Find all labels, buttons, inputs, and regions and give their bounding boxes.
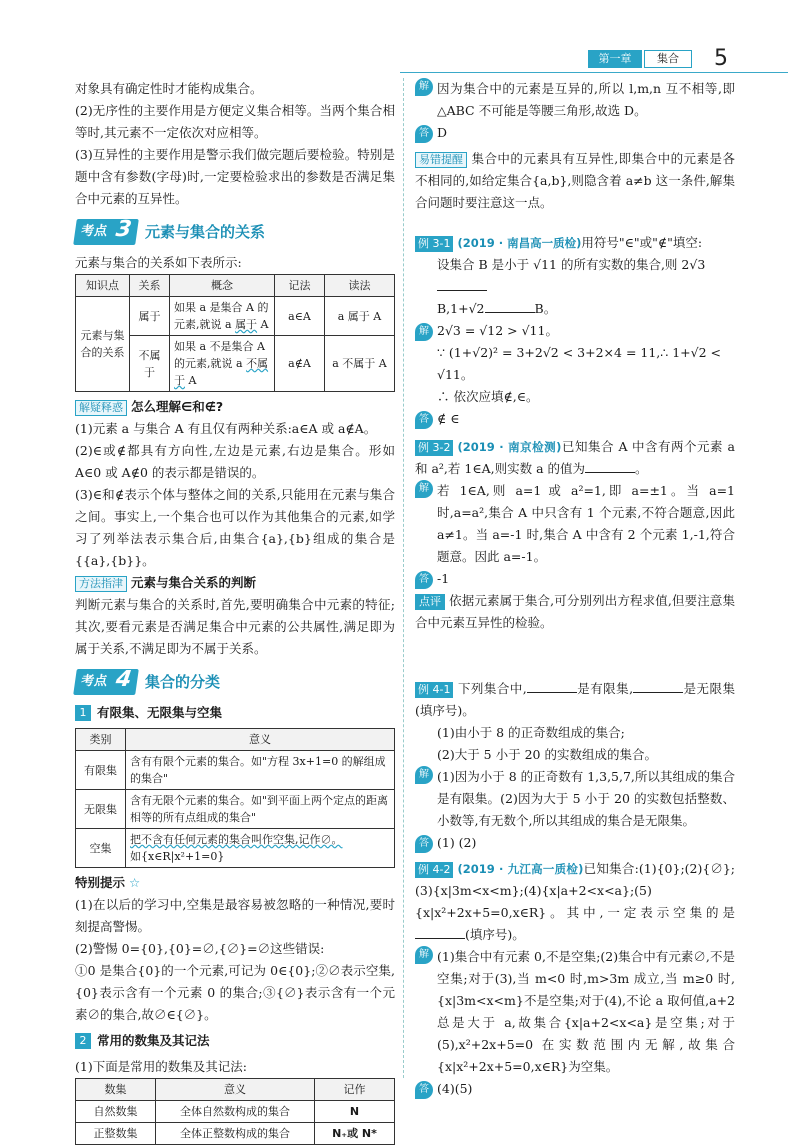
th-relation: 关系 [130, 275, 170, 297]
section-title: 常用的数集及其记法 [97, 1033, 210, 1048]
answer-blank [485, 299, 535, 313]
section-1-heading [75, 702, 395, 724]
answer-blank [437, 277, 487, 291]
th-reading: 读法 [325, 275, 395, 297]
meaning-cell: 把不含有任何元素的集合叫作空集,记作∅。 如{x∈R|x²+1=0} [126, 829, 395, 868]
concept-cell: 如果 a 是集合 A 的元素,就说 a 属于 A [170, 297, 275, 336]
chapter-name: 集合 [644, 50, 692, 68]
example-4-1-answer: 答 (1) (2) [415, 832, 735, 854]
special-line-2: (2)警惕 0={0},{0}=∅,{∅}=∅这些错误: [75, 941, 325, 956]
mistake-block [415, 148, 735, 214]
special-line-3: ①0 是集合{0}的一个元素,可记为 0∈{0};②∅表示空集,{0}表示含有一个元素 0 的集合;③{∅}表示含有一个元素∅的集合,故∅∈{∅}。 [75, 963, 395, 1022]
section-2-intro: (1)下面是常用的数集及其记法: [75, 1059, 247, 1074]
solution-marker: 解 [415, 946, 433, 964]
page-header [588, 44, 788, 74]
example-3-1-line2: B,1+√2 B。 [437, 301, 557, 316]
special-title: 特别提示 [75, 875, 126, 890]
category-cell: 无限集 [76, 790, 126, 829]
example-tag: 例 4-2 [415, 862, 453, 878]
kaodian-4-heading [75, 666, 395, 698]
doubt-line-2: (2)∈或∉都具有方向性,左边是元素,右边是集合。形如 A∈0 或 A∉0 的表示都是错误的。 [75, 443, 395, 480]
th-topic: 知识点 [76, 275, 130, 297]
category-cell: 有限集 [76, 751, 126, 790]
notation-cell: N₊或 N* [315, 1123, 395, 1145]
section-2-heading [75, 1030, 395, 1052]
notation-cell: a∉A [275, 336, 325, 392]
kaodian-4-title: 集合的分类 [145, 673, 221, 691]
special-heading [75, 872, 395, 894]
solution-text: 因为集合中的元素是互异的,所以 l,m,n 互不相等,即△ABC 不可能是等腰三角形,故选 D。 [437, 81, 735, 118]
notation-cell: a∈A [275, 297, 325, 336]
doubt-heading [75, 396, 395, 418]
answer-marker: 答 [415, 835, 433, 853]
answer-blank [415, 925, 465, 939]
mistake-tag: 易错提醒 [415, 152, 467, 168]
table-row [76, 829, 395, 868]
answer-marker: 答 [415, 411, 433, 429]
kaodian-3-heading [75, 216, 395, 248]
example-4-2-stem: 例 4-2 (2019 · 九江高一质检)已知集合:(1){0};(2){∅};(3){x|3m<x<m};(4){x|a+2<x<a};(5){x|x²+2x+5=0,x∈R}。其中,一定表示空集的是(填序号)。 [415, 861, 735, 942]
set-classification-table [75, 728, 395, 868]
doubt-tag: 解疑释惑 [75, 400, 127, 416]
example-tag: 例 4-1 [415, 682, 453, 698]
right-column [415, 78, 735, 1100]
example-3-1-sol-2: ∵ (1+√2)² = 3+2√2 < 3+2×4 = 11,∴ 1+√2 < √11。 [437, 345, 721, 382]
answer-marker: 答 [415, 125, 433, 143]
example-3-1-sol-3: ∴ 依次应填∉,∈。 [437, 389, 539, 404]
answer-line [415, 122, 735, 144]
th-meaning: 意义 [126, 729, 395, 751]
example-4-2-solution [415, 946, 735, 1078]
table-row [76, 297, 395, 336]
example-3-2-answer: 答 -1 [415, 568, 735, 590]
notation-cell: N [315, 1101, 395, 1123]
answer-text: D [437, 125, 448, 140]
example-source: (2019 · 南京检测) [457, 440, 562, 454]
solution-marker: 解 [415, 78, 433, 96]
example-source: (2019 · 南昌高一质检) [457, 236, 582, 250]
kaodian-badge: 考点 3 [73, 219, 139, 245]
table-row [76, 751, 395, 790]
section-number: 1 [75, 705, 91, 721]
category-cell: 空集 [76, 829, 126, 868]
doubt-line-1: (1)元素 a 与集合 A 有且仅有两种关系:a∈A 或 a∉A。 [75, 421, 377, 436]
answer-blank [633, 679, 683, 693]
method-title: 元素与集合关系的判断 [131, 575, 257, 590]
kaodian-3-intro: 元素与集合的关系如下表所示: [75, 255, 242, 270]
example-source: (2019 · 九江高一质检) [457, 862, 584, 876]
special-line-1: (1)在以后的学习中,空集是最容易被忽略的一种情况,要时刻提高警惕。 [75, 897, 395, 934]
method-text: 判断元素与集合的关系时,首先,要明确集合中元素的特征;其次,要看元素是否满足集合中元素的公共属性,满足即为属于关系,不满足即为不属于关系。 [75, 597, 395, 656]
chapter-label: 第一章 [588, 50, 642, 68]
example-4-1-stem: 例 4-1 下列集合中, 是有限集, 是无限集(填序号)。 [415, 681, 735, 718]
left-column [75, 78, 395, 1145]
element-relation-table [75, 274, 395, 392]
intro-line-1: 对象具有确定性时才能构成集合。 [75, 81, 263, 96]
table-row [76, 1123, 395, 1145]
concept-cell: 如果 a 不是集合 A 的元素,就说 a 不属于 A [170, 336, 275, 392]
spacer [415, 634, 735, 678]
th-notation: 记作 [315, 1079, 395, 1101]
method-tag: 方法指津 [75, 576, 127, 592]
example-4-1-item-2: (2)大于 5 小于 20 的实数组成的集合。 [437, 747, 657, 762]
intro-line-2: (2)无序性的主要作用是方便定义集合相等。当两个集合相等时,其元素不一定依次对应相等。 [75, 103, 395, 140]
topic-cell: 元素与集合的关系 [76, 297, 130, 392]
example-4-1-solution [415, 766, 735, 832]
meaning-cell: 含有无限个元素的集合。如"到平面上两个定点的距离相等的所有点组成的集合" [126, 790, 395, 829]
relation-cell: 属于 [130, 297, 170, 336]
star-icon: ☆ [129, 875, 141, 890]
th-notation: 记法 [275, 275, 325, 297]
table-row [76, 1101, 395, 1123]
comment-tag: 点评 [415, 594, 445, 610]
example-3-1-stem [415, 232, 735, 254]
doubt-line-3: (3)∈和∉表示个体与整体之间的关系,只能用在元素与集合之间。事实上,一个集合也可以作为其他集合的元素,如学习了列举法表示集合后,由集合{a},{b}组成的集合是{{a},{b}}。 [75, 487, 395, 568]
example-3-2-solution [415, 480, 735, 568]
th-category: 类别 [76, 729, 126, 751]
meaning-cell: 含有有限个元素的集合。如"方程 3x+1=0 的解组成的集合" [126, 751, 395, 790]
answer-marker: 答 [415, 571, 433, 589]
example-4-2-answer: 答 (4)(5) [415, 1078, 735, 1100]
reading-cell: a 不属于 A [325, 336, 395, 392]
spacer [415, 214, 735, 232]
set-cell: 正整数集 [76, 1123, 156, 1145]
section-number: 2 [75, 1033, 91, 1049]
header-rule [400, 72, 788, 73]
example-3-1-answer: 答 ∉ ∈ [415, 408, 735, 430]
table-row [76, 790, 395, 829]
solution-text: (1)集合中有元素 0,不是空集;(2)集合中有元素∅,不是空集;对于(3),当 m<0 时,m>3m 成立,当 m≥0 时,{x|3m<x<m}不是空集;对于(4),不论 a 取何值,a+2 总是大于 a,故集合{x|a+2<x<a}是空集;对于(5),x²+2x+5=0 在实数范围内无解,故集合{x|x²+2x+5=0,x∈R}为空集。 [437, 949, 735, 1074]
example-stem: 用符号"∈"或"∉"填空: [581, 235, 703, 250]
set-cell: 自然数集 [76, 1101, 156, 1123]
example-3-2-comment: 点评 依据元素属于集合,可分别列出方程求值,但要注意集合中元素互异性的检验。 [415, 593, 735, 630]
section-title: 有限集、无限集与空集 [97, 705, 223, 720]
column-divider [403, 78, 404, 1078]
th-set: 数集 [76, 1079, 156, 1101]
example-3-1-sol-1: 解 2√3 = √12 > √11。 [415, 320, 735, 342]
method-heading [75, 572, 395, 594]
answer-blank [585, 459, 635, 473]
kaodian-3-title: 元素与集合的关系 [145, 223, 266, 241]
solution-block [415, 78, 735, 122]
page-number: 5 [714, 46, 728, 71]
th-meaning: 意义 [156, 1079, 315, 1101]
example-3-1-line1: 设集合 B 是小于 √11 的所有实数的集合,则 2√3 [415, 254, 735, 298]
example-tag: 例 3-1 [415, 236, 453, 252]
solution-marker: 解 [415, 480, 433, 498]
kaodian-badge: 考点 4 [73, 669, 139, 695]
th-concept: 概念 [170, 275, 275, 297]
answer-blank [527, 679, 577, 693]
meaning-cell: 全体正整数构成的集合 [156, 1123, 315, 1145]
mistake-text: 集合中的元素具有互异性,即集合中的元素是各不相同的,如给定集合{a,b},则隐含着 a≠b 这一条件,解集合问题时要注意这一点。 [415, 151, 735, 210]
doubt-question: 怎么理解∈和∉? [131, 399, 224, 414]
solution-text: (1)因为小于 8 的正奇数有 1,3,5,7,所以其组成的集合是有限集。(2)因为大于 5 小于 20 的实数包括整数、小数等,有无数个,所以其组成的集合是无限集。 [437, 769, 735, 828]
meaning-cell: 全体自然数构成的集合 [156, 1101, 315, 1123]
answer-marker: 答 [415, 1081, 433, 1099]
solution-marker: 解 [415, 323, 433, 341]
intro-line-3: (3)互异性的主要作用是警示我们做完题后要检验。特别是题中含有参数(字母)时,一定要检验求出的参数是否满足集合中元素的互异性。 [75, 147, 395, 206]
example-tag: 例 3-2 [415, 440, 453, 456]
example-3-2-stem: 例 3-2 (2019 · 南京检测)已知集合 A 中含有两个元素 a 和 a²,若 1∈A,则实数 a 的值为 。 [415, 439, 735, 476]
relation-cell: 不属于 [130, 336, 170, 392]
reading-cell: a 属于 A [325, 297, 395, 336]
solution-text: 若 1∈A,则 a=1 或 a²=1,即 a=±1。当 a=1 时,a=a²,集合 A 中只含有 1 个元素,不符合题意,因此 a≠1。当 a=-1 时,集合 A 中含有 2 个元素 1,-1,符合题意。因此 a=-1。 [437, 483, 735, 564]
solution-marker: 解 [415, 766, 433, 784]
number-sets-table [75, 1078, 395, 1145]
example-4-1-item-1: (1)由小于 8 的正奇数组成的集合; [437, 725, 625, 740]
